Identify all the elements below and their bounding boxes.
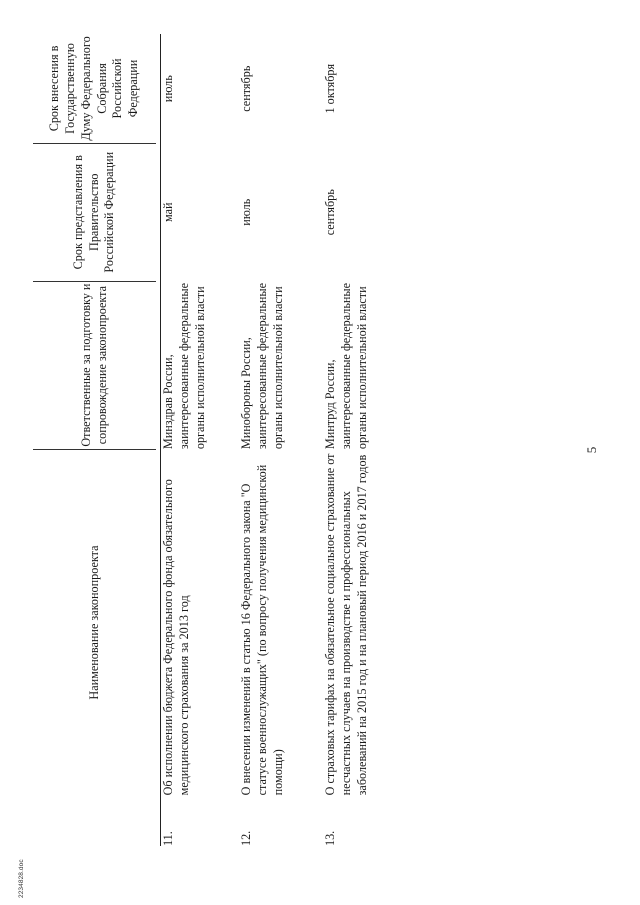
duma-deadline: сентябрь xyxy=(239,65,253,112)
gov-deadline: май xyxy=(161,202,175,223)
responsible-agencies: Минобороны России, заинтересованные федеральные органы исполнительной власти xyxy=(239,283,285,450)
row-number: 11. xyxy=(161,831,175,846)
row-number: 13. xyxy=(323,830,337,846)
gov-deadline: сентябрь xyxy=(323,189,337,236)
responsible-agencies: Минтруд России, заинтересованные федеральные органы исполнительной власти xyxy=(323,283,369,450)
header-num xyxy=(33,795,156,846)
duma-deadline: июль xyxy=(161,75,175,103)
legislation-table xyxy=(33,34,413,846)
table-row xyxy=(161,34,240,846)
row-number: 12. xyxy=(239,830,253,846)
header-duma-deadline: Срок внесения в Государственную Думу Федерального Собрания Российской Федерации xyxy=(46,36,141,141)
header-bill-name: Наименование законопроекта xyxy=(33,449,156,795)
table-header-row xyxy=(33,34,156,846)
header-gov-deadline: Срок представления в Правительство Российской Федерации xyxy=(33,143,156,281)
responsible-agencies: Минздрав России, заинтересованные федеральные органы исполнительной власти xyxy=(161,283,207,450)
table-row xyxy=(323,34,413,846)
bill-name: О внесении изменений в статью 16 Федерального закона "О статусе военнослужащих" (по вопросу получения медицинской помощи) xyxy=(239,464,285,796)
bill-name: О страховых тарифах на обязательное социальное страхование от несчастных случаев на производстве и профессиональных заболеваний на 2015 год и на плановый период 2016 и 2017 годов xyxy=(323,453,369,796)
header-responsible: Ответственные за подготовку и сопровождение законопроекта xyxy=(33,281,156,449)
duma-deadline: 1 октября xyxy=(323,63,337,114)
page-number: 5 xyxy=(584,446,599,454)
document-id: 2234828.doc xyxy=(18,859,25,898)
table-row xyxy=(239,34,323,846)
bill-name: Об исполнении бюджета Федерального фонда обязательного медицинского страхования за 2013 год xyxy=(161,479,191,796)
gov-deadline: июль xyxy=(239,198,253,226)
